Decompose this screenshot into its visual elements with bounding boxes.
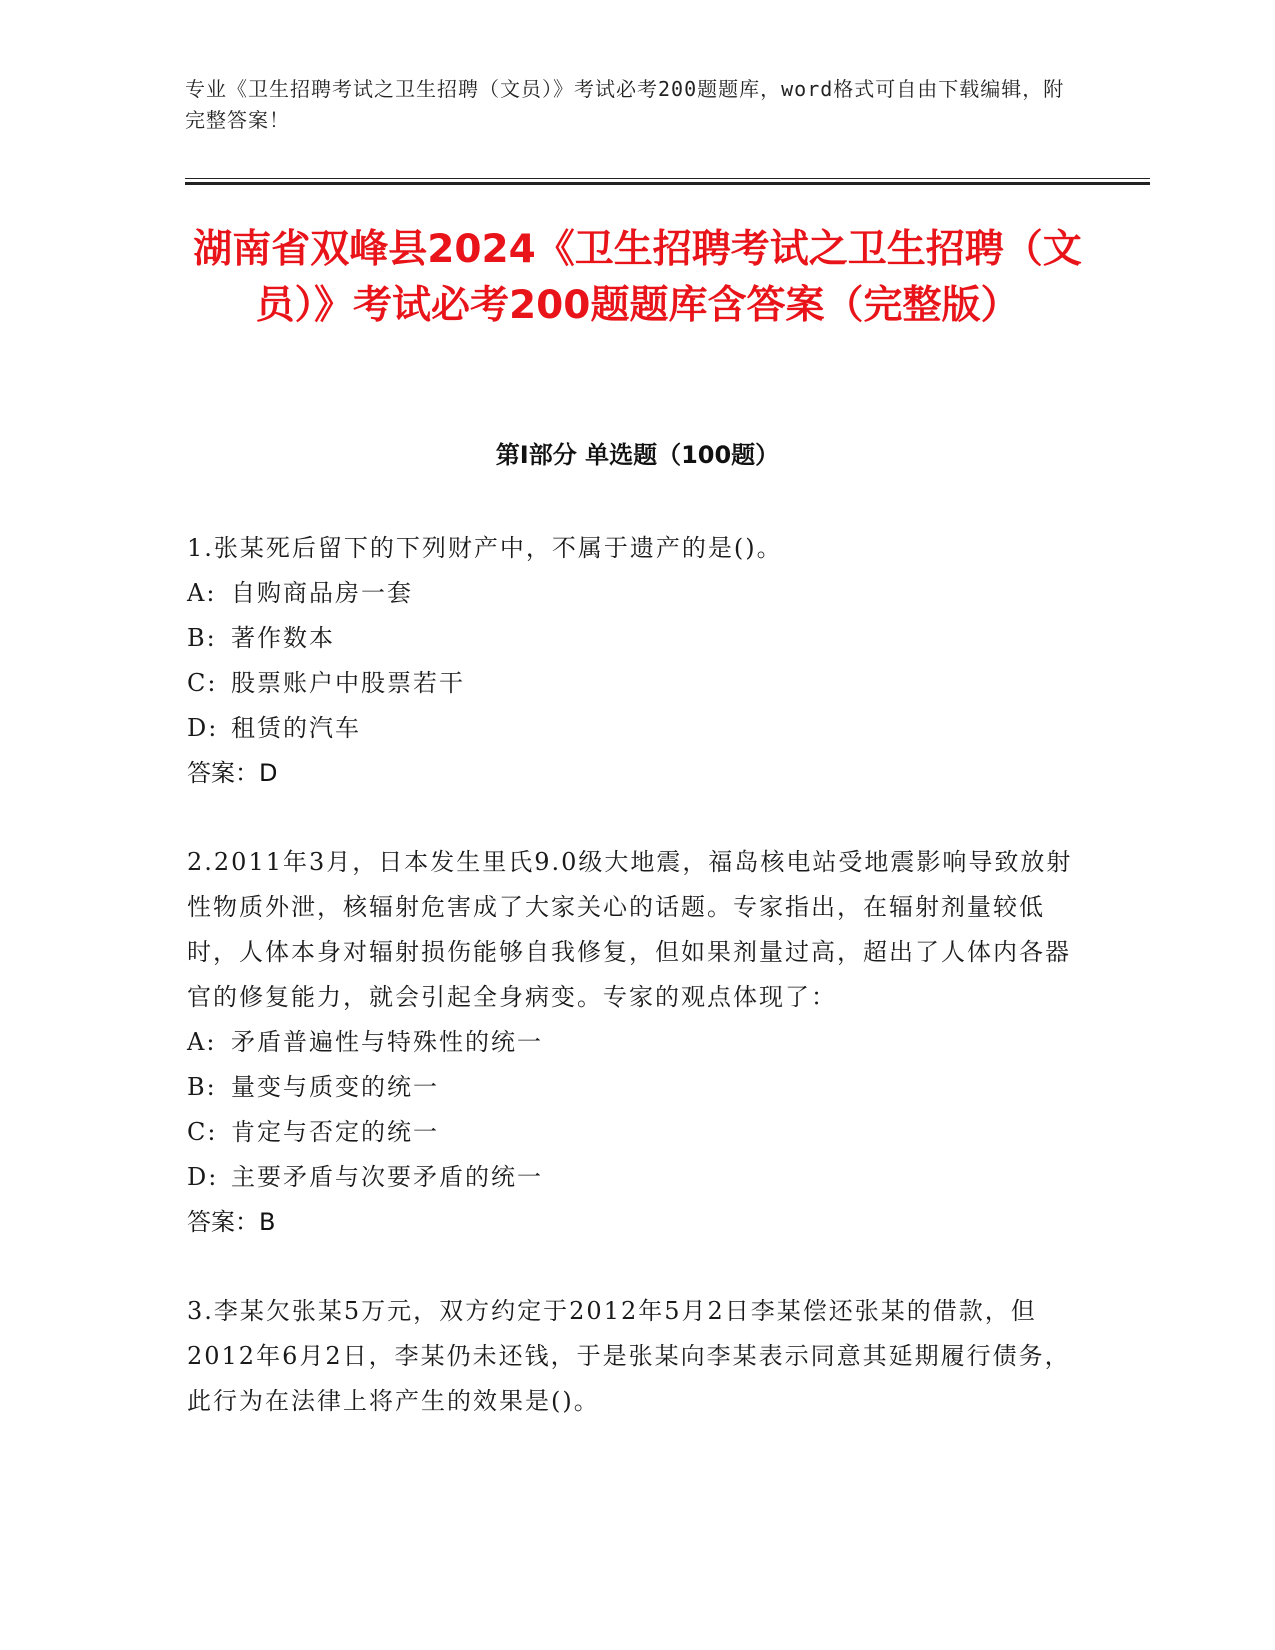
- option-letter: B:: [187, 1073, 217, 1101]
- question-stem: 2.2011年3月，日本发生里氏9.0级大地震，福岛核电站受地震影响导致放射性物质外泄，核辐射危害成了大家关心的话题。专家指出，在辐射剂量较低时，人体本身对辐射损伤能够自我修复，但如果剂量过高，超出了人体内各器官的修复能力，就会引起全身病变。专家的观点体现了：: [187, 848, 1073, 1011]
- header-rule-thin: [185, 178, 1150, 179]
- option-letter: C:: [187, 669, 218, 697]
- option-letter: B:: [187, 624, 217, 652]
- header-rule-thick: [185, 182, 1150, 185]
- answer-line: 答案：B: [187, 1208, 276, 1236]
- question-1: [187, 526, 1077, 796]
- option-text: 矛盾普遍性与特殊性的统一: [231, 1028, 543, 1056]
- option-letter: D:: [187, 714, 219, 742]
- option-text: 自购商品房一套: [231, 579, 413, 607]
- option-text: 著作数本: [231, 624, 335, 652]
- question-2: [187, 840, 1077, 1245]
- option-text: 主要矛盾与次要矛盾的统一: [231, 1163, 543, 1191]
- option-b: [187, 1065, 1077, 1110]
- option-d: [187, 1155, 1077, 1200]
- option-c: [187, 1110, 1077, 1155]
- question-3: [187, 1289, 1077, 1424]
- option-letter: C:: [187, 1118, 218, 1146]
- option-text: 租赁的汽车: [231, 714, 361, 742]
- option-a: [187, 571, 1077, 616]
- question-stem: 1.张某死后留下的下列财产中，不属于遗产的是()。: [187, 534, 783, 562]
- option-text: 量变与质变的统一: [231, 1073, 439, 1101]
- option-c: [187, 661, 1077, 706]
- option-d: [187, 706, 1077, 751]
- document-title: 湖南省双峰县2024《卫生招聘考试之卫生招聘（文员）》考试必考200题题库含答案（完整版）: [193, 227, 1082, 328]
- option-letter: A:: [187, 579, 217, 607]
- section-title: 第Ⅰ部分 单选题（100题）: [495, 441, 780, 469]
- answer-line: 答案：D: [187, 759, 278, 787]
- option-a: [187, 1020, 1077, 1065]
- option-letter: D:: [187, 1163, 219, 1191]
- question-stem: 3.李某欠张某5万元，双方约定于2012年5月2日李某偿还张某的借款，但2012年6月2日，李某仍未还钱，于是张某向李某表示同意其延期履行债务，此行为在法律上将产生的效果是()。: [187, 1297, 1071, 1415]
- option-b: [187, 616, 1077, 661]
- header-note: 专业《卫生招聘考试之卫生招聘（文员）》考试必考200题题库，word格式可自由下载编辑，附完整答案！: [185, 77, 1065, 132]
- option-text: 肯定与否定的统一: [231, 1118, 439, 1146]
- question-list: [187, 526, 1077, 1468]
- option-text: 股票账户中股票若干: [231, 669, 465, 697]
- option-letter: A:: [187, 1028, 217, 1056]
